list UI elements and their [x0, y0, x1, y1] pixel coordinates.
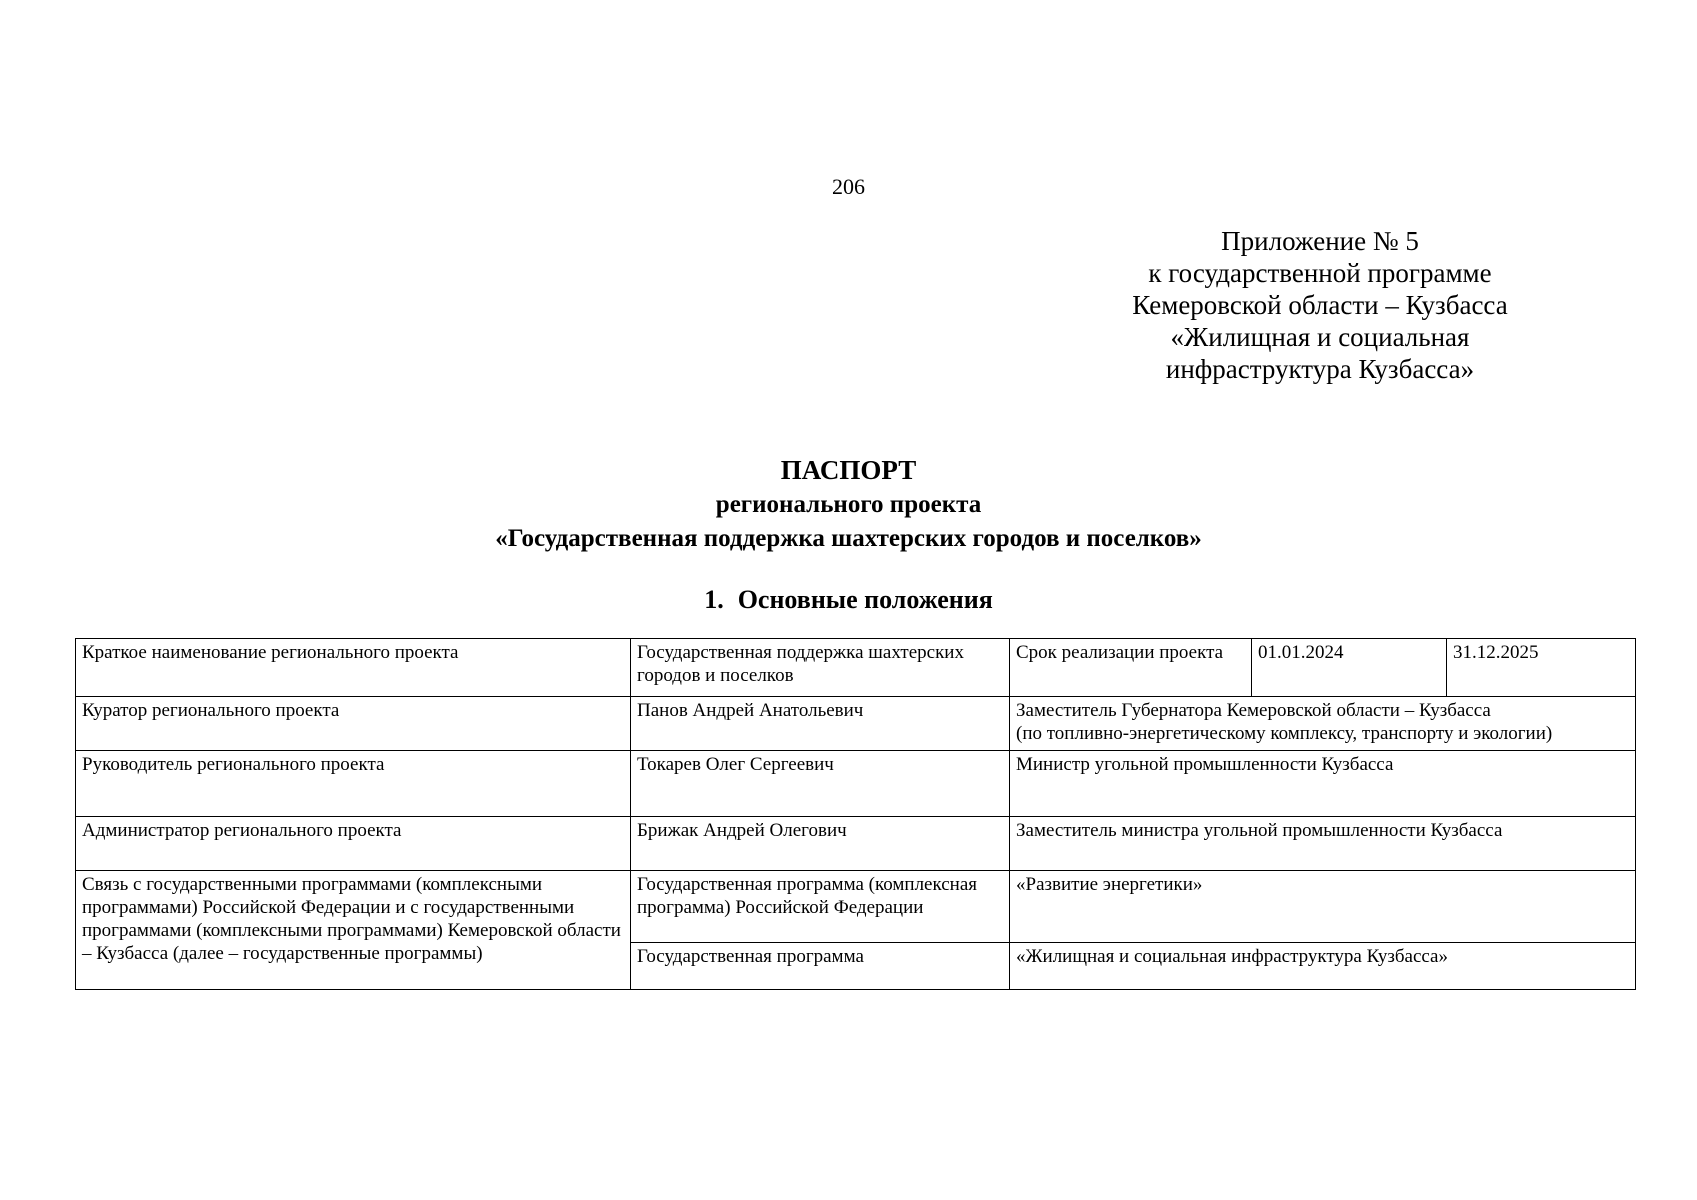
section-number: 1.: [704, 585, 724, 614]
cell-curator-position: [1010, 697, 1636, 751]
appendix-note: [1090, 225, 1550, 385]
document-title: [0, 452, 1697, 556]
cell-label: Руководитель регионального проекта: [76, 751, 631, 817]
cell-administrator-name: Брижак Андрей Олегович: [631, 817, 1010, 871]
cell-label: Связь с государственными программами (комплексными программами) Российской Федерации и с государственными программами (комплексными программами) Кемеровской области – Кузбасса (далее – государственные программы): [76, 871, 631, 990]
table-row: [76, 751, 1636, 817]
cell-end-date: 31.12.2025: [1447, 639, 1636, 697]
cell-project-short-name: Государственная поддержка шахтерских городов и поселков: [631, 639, 1010, 697]
table-row: [76, 871, 1636, 943]
cell-start-date: 01.01.2024: [1252, 639, 1447, 697]
table-row: [76, 639, 1636, 697]
cell-head-position: Министр угольной промышленности Кузбасса: [1010, 751, 1636, 817]
passport-table: [75, 638, 1636, 990]
cell-curator-name: Панов Андрей Анатольевич: [631, 697, 1010, 751]
cell-program-name: «Жилищная и социальная инфраструктура Кузбасса»: [1010, 943, 1636, 990]
title-passport: ПАСПОРТ: [780, 455, 917, 485]
cell-head-name: Токарев Олег Сергеевич: [631, 751, 1010, 817]
title-project-name: «Государственная поддержка шахтерских городов и поселков»: [495, 525, 1202, 552]
section-title: Основные положения: [737, 585, 993, 614]
page-number: 206: [832, 174, 865, 199]
cell-program-type: Государственная программа: [631, 943, 1010, 990]
curator-position-line: Заместитель Губернатора Кемеровской области – Кузбасса: [1016, 700, 1491, 721]
appendix-line: инфраструктура Кузбасса»: [1165, 354, 1475, 384]
title-subtitle: регионального проекта: [715, 491, 982, 518]
cell-label: Краткое наименование регионального проекта: [76, 639, 631, 697]
cell-label: Куратор регионального проекта: [76, 697, 631, 751]
section-heading: [0, 584, 1697, 616]
cell-program-name: «Развитие энергетики»: [1010, 871, 1636, 943]
appendix-line: Приложение № 5: [1221, 226, 1419, 256]
cell-program-type: Государственная программа (комплексная программа) Российской Федерации: [631, 871, 1010, 943]
curator-position-line: (по топливно-энергетическому комплексу, транспорту и экологии): [1016, 723, 1553, 744]
cell-administrator-position: Заместитель министра угольной промышленности Кузбасса: [1010, 817, 1636, 871]
cell-label: Администратор регионального проекта: [76, 817, 631, 871]
table-row: [76, 697, 1636, 751]
appendix-line: к государственной программе: [1148, 258, 1492, 288]
appendix-line: «Жилищная и социальная: [1170, 322, 1470, 352]
table-row: [76, 817, 1636, 871]
appendix-line: Кемеровской области – Кузбасса: [1132, 290, 1508, 320]
cell-period-label: Срок реализации проекта: [1010, 639, 1252, 697]
